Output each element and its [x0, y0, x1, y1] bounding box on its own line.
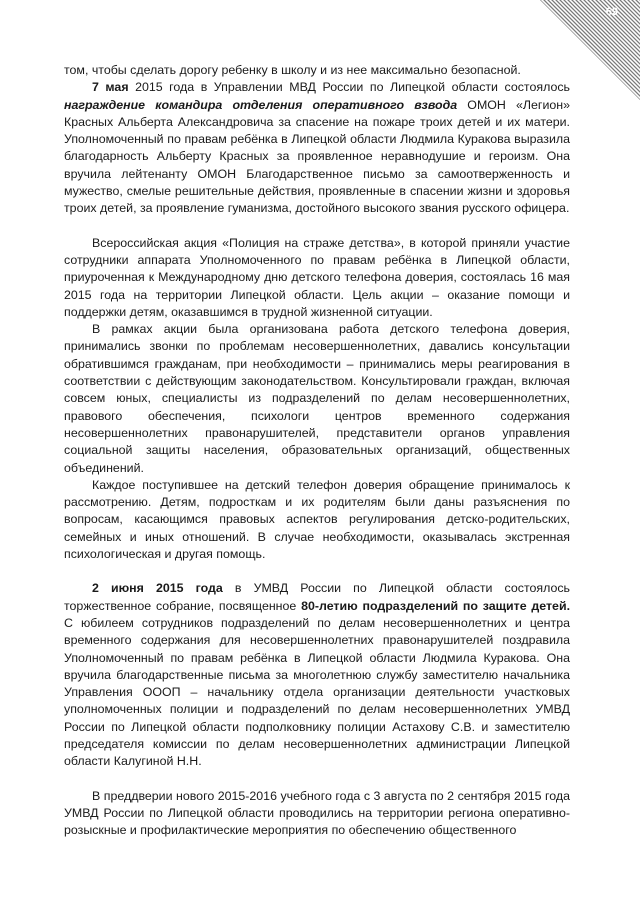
paragraph-text: в УМВД России по Липецкой области состоялось торжественное собрание, посвященное: [64, 581, 570, 613]
paragraph-anniversary: [64, 580, 570, 770]
paragraph-gap: [64, 563, 570, 580]
paragraph-school-year: В преддверии нового 2015-2016 учебного года с 3 августа по 2 сентября 2015 года УМВД России по Липецкой области проводились на территории региона оперативно-розыскные и профилактические мероприятия по обеспечению общественного: [64, 788, 570, 838]
paragraph-text: ОМОН «Легион» Красных Альберта Александровича за спасение на пожаре троих детей и их матери. Уполномоченный по правам ребёнка в Липецкой области Людмила Куракова выразила благодарность Альберту Красных за проявленное неравнодушие и героизм. Она вручила лейтенанту ОМОН Благодарственное письмо за самоотверженность и мужество, смелые решительные действия, проявленные в спасении жизни и здоровья троих детей, за проявление гуманизма, достойного высокого звания русского офицера.: [64, 97, 570, 216]
paragraph-text: С юбилеем сотрудников подразделений по делам несовершеннолетних и центра временного содержания для несовершеннолетних правонарушителей поздравила Уполномоченный по правам ребёнка в Липецкой области Людмила Куракова. Она вручила благодарственные письма за многолетнюю службу заместителю начальника Управления ОООП – начальнику отдела организации деятельности участковых уполномоченных полиции и подразделений по делам несовершеннолетних УМВД России по Липецкой области подполковнику полиции Астахову С.В. и заместителю председателя комиссии по делам несовершеннолетних администрации Липецкой области Калугиной Н.Н.: [64, 615, 570, 769]
event-date: 2 июня 2015 года: [92, 581, 223, 596]
paragraph-award-omon: [64, 79, 570, 217]
paragraph-police-action: Всероссийская акция «Полиция на страже детства», в которой приняли участие сотрудники аппарата Уполномоченного по правам ребёнка в Липецкой области, приуроченная к Международному дню детского телефона доверия, состоялась 16 мая 2015 года на территории Липецкой области. Цель акции – оказание помощи и поддержки детям, оказавшимся в трудной жизненной ситуации.: [64, 235, 570, 319]
paragraph-hotline-results: Каждое поступившее на детский телефон доверия обращение принималось к рассмотрению. Детям, подросткам и их родителям были даны разъяснения по вопросам, касающимся правовых аспектов регулирования детско-родительских, семейных и иных отношений. В случае необходимости, оказывалась экстренная психологическая и другая помощь.: [64, 477, 570, 562]
paragraph-gap: [64, 218, 570, 235]
document-body: [64, 62, 570, 839]
page-number: 69: [605, 6, 618, 18]
paragraph-hotline-work: В рамках акции была организована работа детского телефона доверия, принимались звонки по проблемам несовершеннолетних, давались консультации обратившимся гражданам, при необходимости – принимались меры реагирования в соответствии с действующим законодательством. Консультировали граждан, включая совсем юных, специалисты из подразделений по делам несовершеннолетних, правового обеспечения, психологи центров временного содержания несовершеннолетних правонарушителей, представители органов управления социальной защиты населения, образовательных организаций, общественных объединений.: [64, 322, 570, 475]
award-highlight: награждение командира отделения оперативного взвода: [64, 97, 458, 112]
paragraph-text: 2015 года в Управлении МВД России по Липецкой области состоялось: [128, 80, 570, 95]
paragraph-gap: [64, 771, 570, 788]
paragraph-continuation: том, чтобы сделать дорогу ребенку в школу и из нее максимально безопасной.: [64, 63, 521, 77]
anniversary-highlight: 80-летию подразделений по защите детей.: [301, 598, 571, 613]
event-date: 7 мая: [92, 80, 129, 95]
